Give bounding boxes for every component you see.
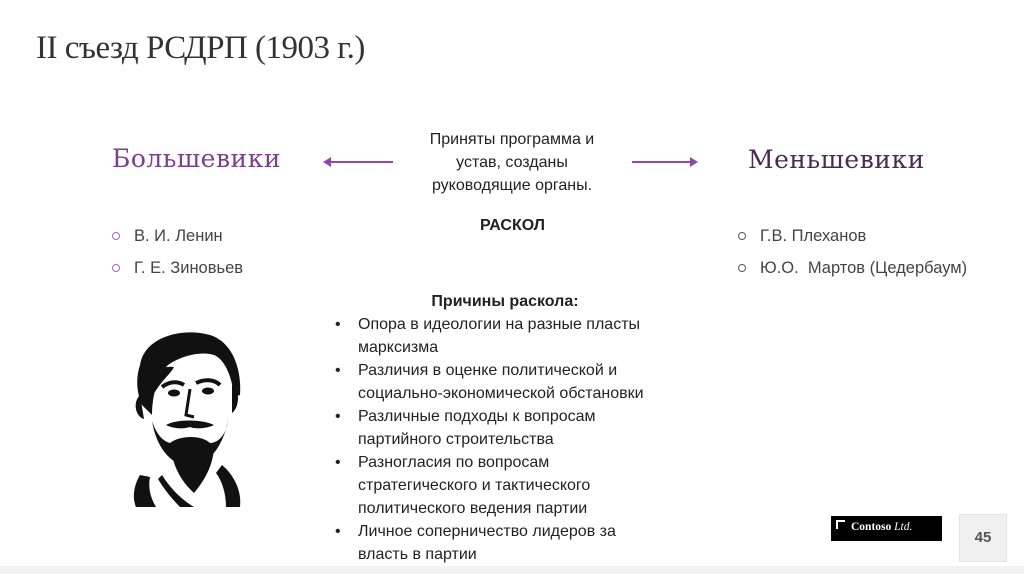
contoso-logo [831, 516, 942, 541]
decisions-line: устав, созданы [456, 154, 568, 171]
circle-bullet-icon [112, 232, 120, 240]
congress-decisions [402, 128, 622, 197]
bullet-icon: • [335, 454, 341, 471]
list-item [738, 257, 967, 289]
mensheviki-heading: Меньшевики [748, 145, 925, 174]
list-item [112, 225, 243, 257]
arrow-right-icon [632, 155, 698, 169]
cause-line: социально-экономической обстановки [358, 385, 644, 402]
list-item [738, 225, 967, 257]
member-name: В. И. Ленин [134, 227, 223, 245]
cause-line: власть в партии [358, 546, 477, 563]
cause-line: Разногласия по вопросам [358, 454, 550, 471]
list-item [112, 257, 243, 289]
cause-line: стратегического и тактического [358, 477, 591, 494]
member-name: Ю.О. Мартов (Цедербаум) [760, 259, 968, 277]
slide-title: II съезд РСДРП (1903 г.) [36, 30, 365, 66]
logo-suffix: Ltd. [894, 521, 913, 533]
cause-line: марксизма [358, 339, 439, 356]
bullet-icon: • [335, 408, 341, 425]
portrait-illustration [122, 325, 252, 510]
bottom-bar [0, 566, 1024, 574]
list-item [330, 520, 700, 566]
page-number: 45 [959, 514, 1007, 562]
list-item [330, 451, 700, 520]
split-label: РАСКОЛ [480, 217, 546, 234]
cause-line: политического ведения партии [358, 500, 588, 517]
list-item [330, 405, 700, 451]
bolsheviki-members [112, 225, 243, 289]
circle-bullet-icon [112, 264, 120, 272]
mensheviki-members [738, 225, 967, 289]
decisions-line: Приняты программа и [429, 131, 595, 148]
list-item [330, 359, 700, 405]
circle-bullet-icon [738, 232, 746, 240]
bullet-icon: • [335, 316, 341, 333]
causes-title: Причины раскола: [431, 293, 579, 310]
cause-line: Личное соперничество лидеров за [358, 523, 616, 540]
cause-line: Опора в идеологии на разные пласты [358, 316, 641, 333]
cause-line: Различия в оценке политической и [358, 362, 618, 379]
split-causes [330, 290, 700, 566]
causes-list [330, 313, 700, 566]
member-name: Г. Е. Зиновьев [134, 259, 244, 277]
cause-line: партийного строительства [358, 431, 554, 448]
bullet-icon: • [335, 523, 341, 540]
member-name: Г.В. Плеханов [760, 227, 867, 245]
bolsheviki-heading: Большевики [112, 144, 281, 173]
arrow-left-icon [323, 155, 393, 169]
logo-corner-icon [836, 520, 845, 529]
bullet-icon: • [335, 362, 341, 379]
list-item [330, 313, 700, 359]
circle-bullet-icon [738, 264, 746, 272]
logo-name: Contoso [851, 521, 892, 533]
decisions-line: руководящие органы. [431, 177, 593, 194]
cause-line: Различные подходы к вопросам [358, 408, 596, 425]
